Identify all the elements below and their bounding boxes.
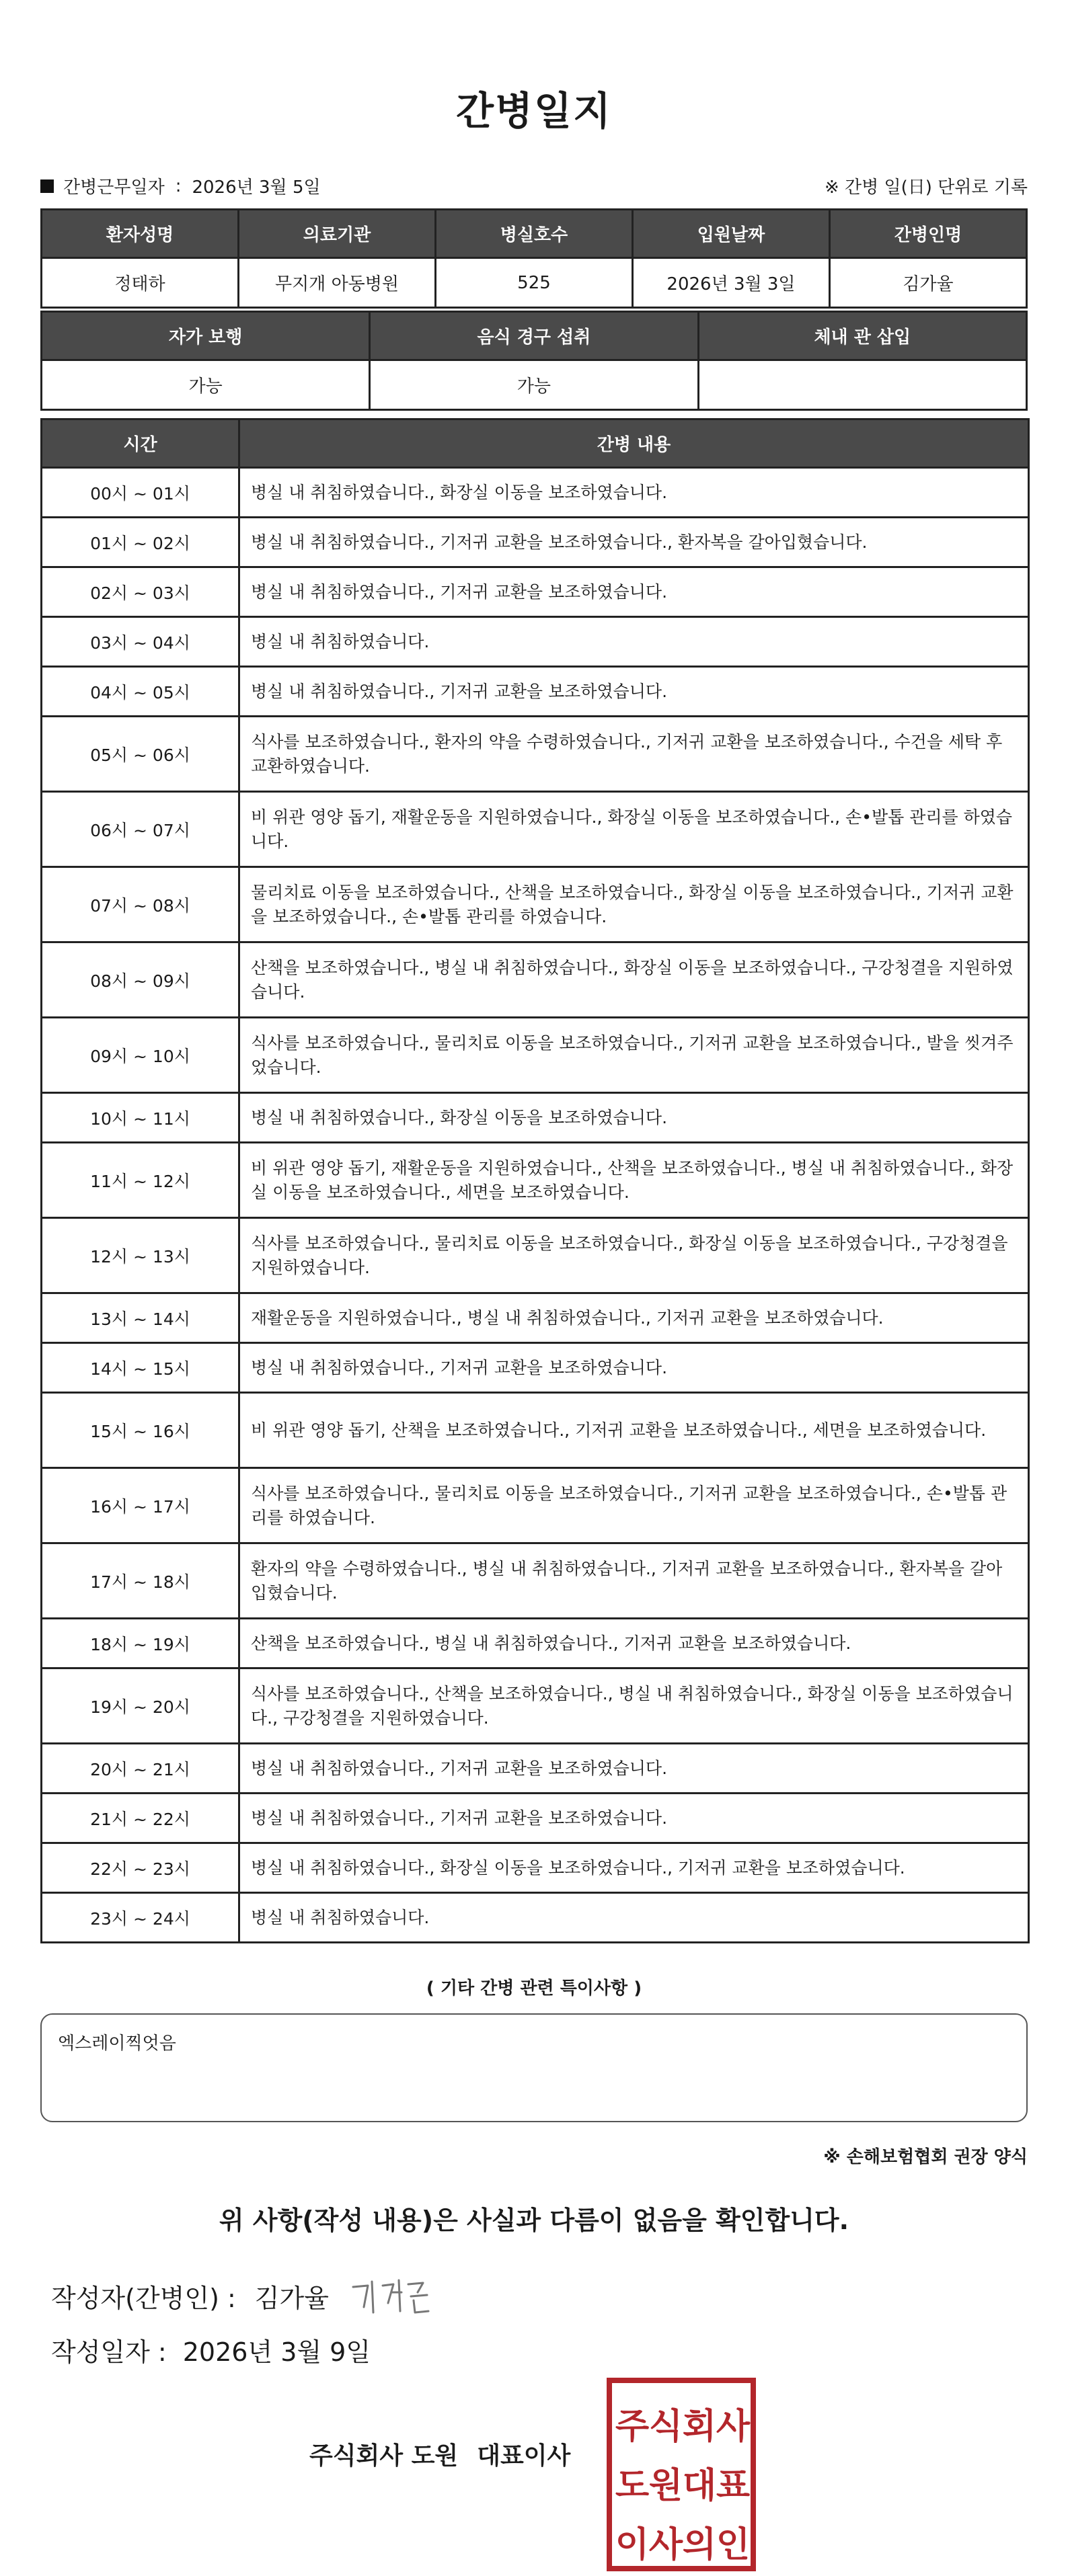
care-log-row — [42, 717, 1029, 792]
remarks-text: 엑스레이찍엇음 — [58, 2034, 176, 2054]
care-log-row — [42, 1218, 1029, 1293]
care-time-cell: 18시 ~ 19시 — [42, 1619, 239, 1668]
care-content-cell: 비 위관 영양 돕기, 재활운동을 지원하였습니다., 산책을 보조하였습니다., 병실 내 취침하였습니다., 화장실 이동을 보조하였습니다., 세면을 보조하였습니다. — [239, 1143, 1029, 1218]
patient-info-table — [40, 208, 1028, 309]
care-log-row — [42, 792, 1029, 867]
handwritten-signature — [348, 2272, 435, 2319]
care-log-row — [42, 1018, 1029, 1093]
header-caregiver: 간병인명 — [830, 210, 1027, 258]
form-note: ※ 손해보험협회 권장 양식 — [823, 2147, 1028, 2167]
care-time-cell: 03시 ~ 04시 — [42, 617, 239, 667]
care-log-row — [42, 617, 1029, 667]
company-name: 주식회사 도원 — [309, 2442, 459, 2470]
seal-glyph: 인 — [716, 2525, 751, 2565]
care-content-cell: 병실 내 취침하였습니다. — [239, 1893, 1029, 1943]
square-bullet-icon — [40, 179, 54, 193]
care-time-cell: 08시 ~ 09시 — [42, 942, 239, 1018]
status-header-row — [42, 312, 1027, 360]
company-row — [309, 2437, 570, 2471]
care-time-cell: 12시 ~ 13시 — [42, 1218, 239, 1293]
care-time-cell: 14시 ~ 15시 — [42, 1343, 239, 1393]
header-hospital: 의료기관 — [239, 210, 436, 258]
care-content-cell: 병실 내 취침하였습니다. — [239, 617, 1029, 667]
work-date-label: 간병근무일자 — [63, 177, 165, 198]
care-content-cell: 환자의 약을 수령하였습니다., 병실 내 취침하였습니다., 기저귀 교환을 보조하였습니다., 환자복을 갈아입혔습니다. — [239, 1543, 1029, 1619]
company-seal-stamp — [605, 2376, 757, 2573]
care-content-cell: 병실 내 취침하였습니다., 화장실 이동을 보조하였습니다. — [239, 468, 1029, 518]
admission-date: 2026년 3월 3일 — [633, 258, 830, 308]
seal-glyph: 식 — [648, 2407, 683, 2447]
seal-glyph: 이 — [615, 2525, 650, 2565]
header-oral-intake: 음식 경구 섭취 — [370, 312, 698, 360]
care-log-row — [42, 567, 1029, 617]
care-log-row — [42, 667, 1029, 717]
company-title: 대표이사 — [477, 2442, 571, 2470]
care-time-cell: 10시 ~ 11시 — [42, 1093, 239, 1143]
care-log-row — [42, 1293, 1029, 1343]
care-content-cell: 물리치료 이동을 보조하였습니다., 산책을 보조하였습니다., 화장실 이동을 보조하였습니다., 기저귀 교환을 보조하였습니다., 손•발톱 관리를 하였습니다. — [239, 867, 1029, 942]
care-content-cell: 병실 내 취침하였습니다., 기저귀 교환을 보조하였습니다. — [239, 1744, 1029, 1794]
care-time-cell: 23시 ~ 24시 — [42, 1893, 239, 1943]
patient-name: 정태하 — [42, 258, 239, 308]
care-header-row — [42, 419, 1029, 468]
care-log-body — [42, 468, 1029, 1943]
care-log-row — [42, 1744, 1029, 1794]
care-time-cell: 07시 ~ 08시 — [42, 867, 239, 942]
header-tube-insertion: 체내 관 삽입 — [698, 312, 1026, 360]
care-content-cell: 산책을 보조하였습니다., 병실 내 취침하였습니다., 화장실 이동을 보조하였습니다., 구강청결을 지원하였습니다. — [239, 942, 1029, 1018]
caregiver-name: 김가율 — [830, 258, 1027, 308]
care-log-row — [42, 1343, 1029, 1393]
care-time-cell: 20시 ~ 21시 — [42, 1744, 239, 1794]
care-time-cell: 06시 ~ 07시 — [42, 792, 239, 867]
seal-glyph: 회 — [682, 2407, 717, 2447]
care-time-cell: 15시 ~ 16시 — [42, 1393, 239, 1468]
seal-glyph: 도 — [615, 2466, 650, 2506]
seal-glyph: 대 — [682, 2466, 717, 2506]
care-log-row — [42, 1668, 1029, 1744]
header-admission-date: 입원날짜 — [633, 210, 830, 258]
header-self-walking: 자가 보행 — [42, 312, 370, 360]
care-content-cell: 식사를 보조하였습니다., 물리치료 이동을 보조하였습니다., 화장실 이동을 보조하였습니다., 구강청결을 지원하였습니다. — [239, 1218, 1029, 1293]
care-time-cell: 13시 ~ 14시 — [42, 1293, 239, 1343]
header-care-content: 간병 내용 — [239, 419, 1029, 468]
work-date-value: 2026년 3월 5일 — [192, 177, 321, 198]
care-content-cell: 병실 내 취침하였습니다., 기저귀 교환을 보조하였습니다. — [239, 1343, 1029, 1393]
care-time-cell: 02시 ~ 03시 — [42, 567, 239, 617]
seal-glyph: 주 — [615, 2407, 650, 2447]
care-log-row — [42, 468, 1029, 518]
care-log-row — [42, 942, 1029, 1018]
patient-header-row — [42, 210, 1027, 258]
care-content-cell: 병실 내 취침하였습니다., 기저귀 교환을 보조하였습니다. — [239, 667, 1029, 717]
seal-glyph: 사 — [648, 2525, 683, 2565]
tube-insertion-value — [698, 360, 1026, 410]
care-content-cell: 병실 내 취침하였습니다., 화장실 이동을 보조하였습니다., 기저귀 교환을 보조하였습니다. — [239, 1843, 1029, 1893]
writer-name: 김가율 — [254, 2283, 329, 2313]
care-time-cell: 01시 ~ 02시 — [42, 518, 239, 567]
care-time-cell: 19시 ~ 20시 — [42, 1668, 239, 1744]
care-log-row — [42, 1619, 1029, 1668]
care-content-cell: 비 위관 영양 돕기, 재활운동을 지원하였습니다., 화장실 이동을 보조하였습니다., 손•발톱 관리를 하였습니다. — [239, 792, 1029, 867]
confirmation-statement: 위 사항(작성 내용)은 사실과 다름이 없음을 확인합니다. — [219, 2206, 849, 2235]
care-log-row — [42, 1843, 1029, 1893]
written-date-value: 2026년 3월 9일 — [182, 2337, 371, 2367]
care-time-cell: 11시 ~ 12시 — [42, 1143, 239, 1218]
care-content-cell: 병실 내 취침하였습니다., 기저귀 교환을 보조하였습니다. — [239, 567, 1029, 617]
care-content-cell: 병실 내 취침하였습니다., 기저귀 교환을 보조하였습니다., 환자복을 갈아입혔습니다. — [239, 518, 1029, 567]
self-walking-value: 가능 — [42, 360, 370, 410]
care-content-cell: 식사를 보조하였습니다., 산책을 보조하였습니다., 병실 내 취침하였습니다., 화장실 이동을 보조하였습니다., 구강청결을 지원하였습니다. — [239, 1668, 1029, 1744]
care-time-cell: 22시 ~ 23시 — [42, 1843, 239, 1893]
care-log-row — [42, 1543, 1029, 1619]
patient-value-row — [42, 258, 1027, 308]
care-content-cell: 식사를 보조하였습니다., 물리치료 이동을 보조하였습니다., 기저귀 교환을 보조하였습니다., 발을 씻겨주었습니다. — [239, 1018, 1029, 1093]
document-title: 간병일지 — [455, 88, 613, 134]
care-time-cell: 16시 ~ 17시 — [42, 1468, 239, 1543]
remarks-title: ( 기타 간병 관련 특이사항 ) — [426, 1978, 642, 1999]
care-log-row — [42, 1794, 1029, 1843]
care-log-row — [42, 1093, 1029, 1143]
care-log-row — [42, 518, 1029, 567]
writer-row — [51, 2272, 435, 2319]
writer-label: 작성자(간병인) : — [51, 2283, 236, 2313]
seal-glyph: 표 — [716, 2466, 751, 2506]
work-date — [40, 173, 321, 198]
care-time-cell: 05시 ~ 06시 — [42, 717, 239, 792]
oral-intake-value: 가능 — [370, 360, 698, 410]
seal-glyph: 원 — [648, 2466, 683, 2506]
care-content-cell: 식사를 보조하였습니다., 환자의 약을 수령하였습니다., 기저귀 교환을 보조하였습니다., 수건을 세탁 후 교환하였습니다. — [239, 717, 1029, 792]
care-log-table — [40, 418, 1030, 1943]
written-date-row — [51, 2331, 371, 2368]
care-log-row — [42, 1143, 1029, 1218]
room-number: 525 — [436, 258, 633, 308]
care-content-cell: 식사를 보조하였습니다., 물리치료 이동을 보조하였습니다., 기저귀 교환을 보조하였습니다., 손•발톱 관리를 하였습니다. — [239, 1468, 1029, 1543]
care-content-cell: 재활운동을 지원하였습니다., 병실 내 취침하였습니다., 기저귀 교환을 보조하였습니다. — [239, 1293, 1029, 1343]
hospital-name: 무지개 아동병원 — [239, 258, 436, 308]
care-log-row — [42, 1893, 1029, 1943]
care-content-cell: 비 위관 영양 돕기, 산책을 보조하였습니다., 기저귀 교환을 보조하였습니다., 세면을 보조하였습니다. — [239, 1393, 1029, 1468]
work-date-separator: : — [175, 175, 182, 196]
care-log-row — [42, 867, 1029, 942]
care-log-row — [42, 1468, 1029, 1543]
status-value-row — [42, 360, 1027, 410]
header-time: 시간 — [42, 419, 239, 468]
meta-row — [40, 173, 1028, 198]
care-content-cell: 병실 내 취침하였습니다., 화장실 이동을 보조하였습니다. — [239, 1093, 1029, 1143]
care-content-cell: 산책을 보조하였습니다., 병실 내 취침하였습니다., 기저귀 교환을 보조하였습니다. — [239, 1619, 1029, 1668]
care-content-cell: 병실 내 취침하였습니다., 기저귀 교환을 보조하였습니다. — [239, 1794, 1029, 1843]
care-time-cell: 00시 ~ 01시 — [42, 468, 239, 518]
seal-glyph: 사 — [716, 2407, 751, 2447]
care-log-row — [42, 1393, 1029, 1468]
care-time-cell: 21시 ~ 22시 — [42, 1794, 239, 1843]
header-room: 병실호수 — [436, 210, 633, 258]
care-time-cell: 17시 ~ 18시 — [42, 1543, 239, 1619]
care-time-cell: 04시 ~ 05시 — [42, 667, 239, 717]
written-date-label: 작성일자 : — [51, 2337, 167, 2367]
seal-glyph: 의 — [682, 2525, 717, 2565]
care-time-cell: 09시 ~ 10시 — [42, 1018, 239, 1093]
unit-note: ※ 간병 일(日) 단위로 기록 — [824, 177, 1028, 198]
patient-status-table — [40, 311, 1028, 411]
remarks-box — [40, 2013, 1028, 2122]
header-patient-name: 환자성명 — [42, 210, 239, 258]
